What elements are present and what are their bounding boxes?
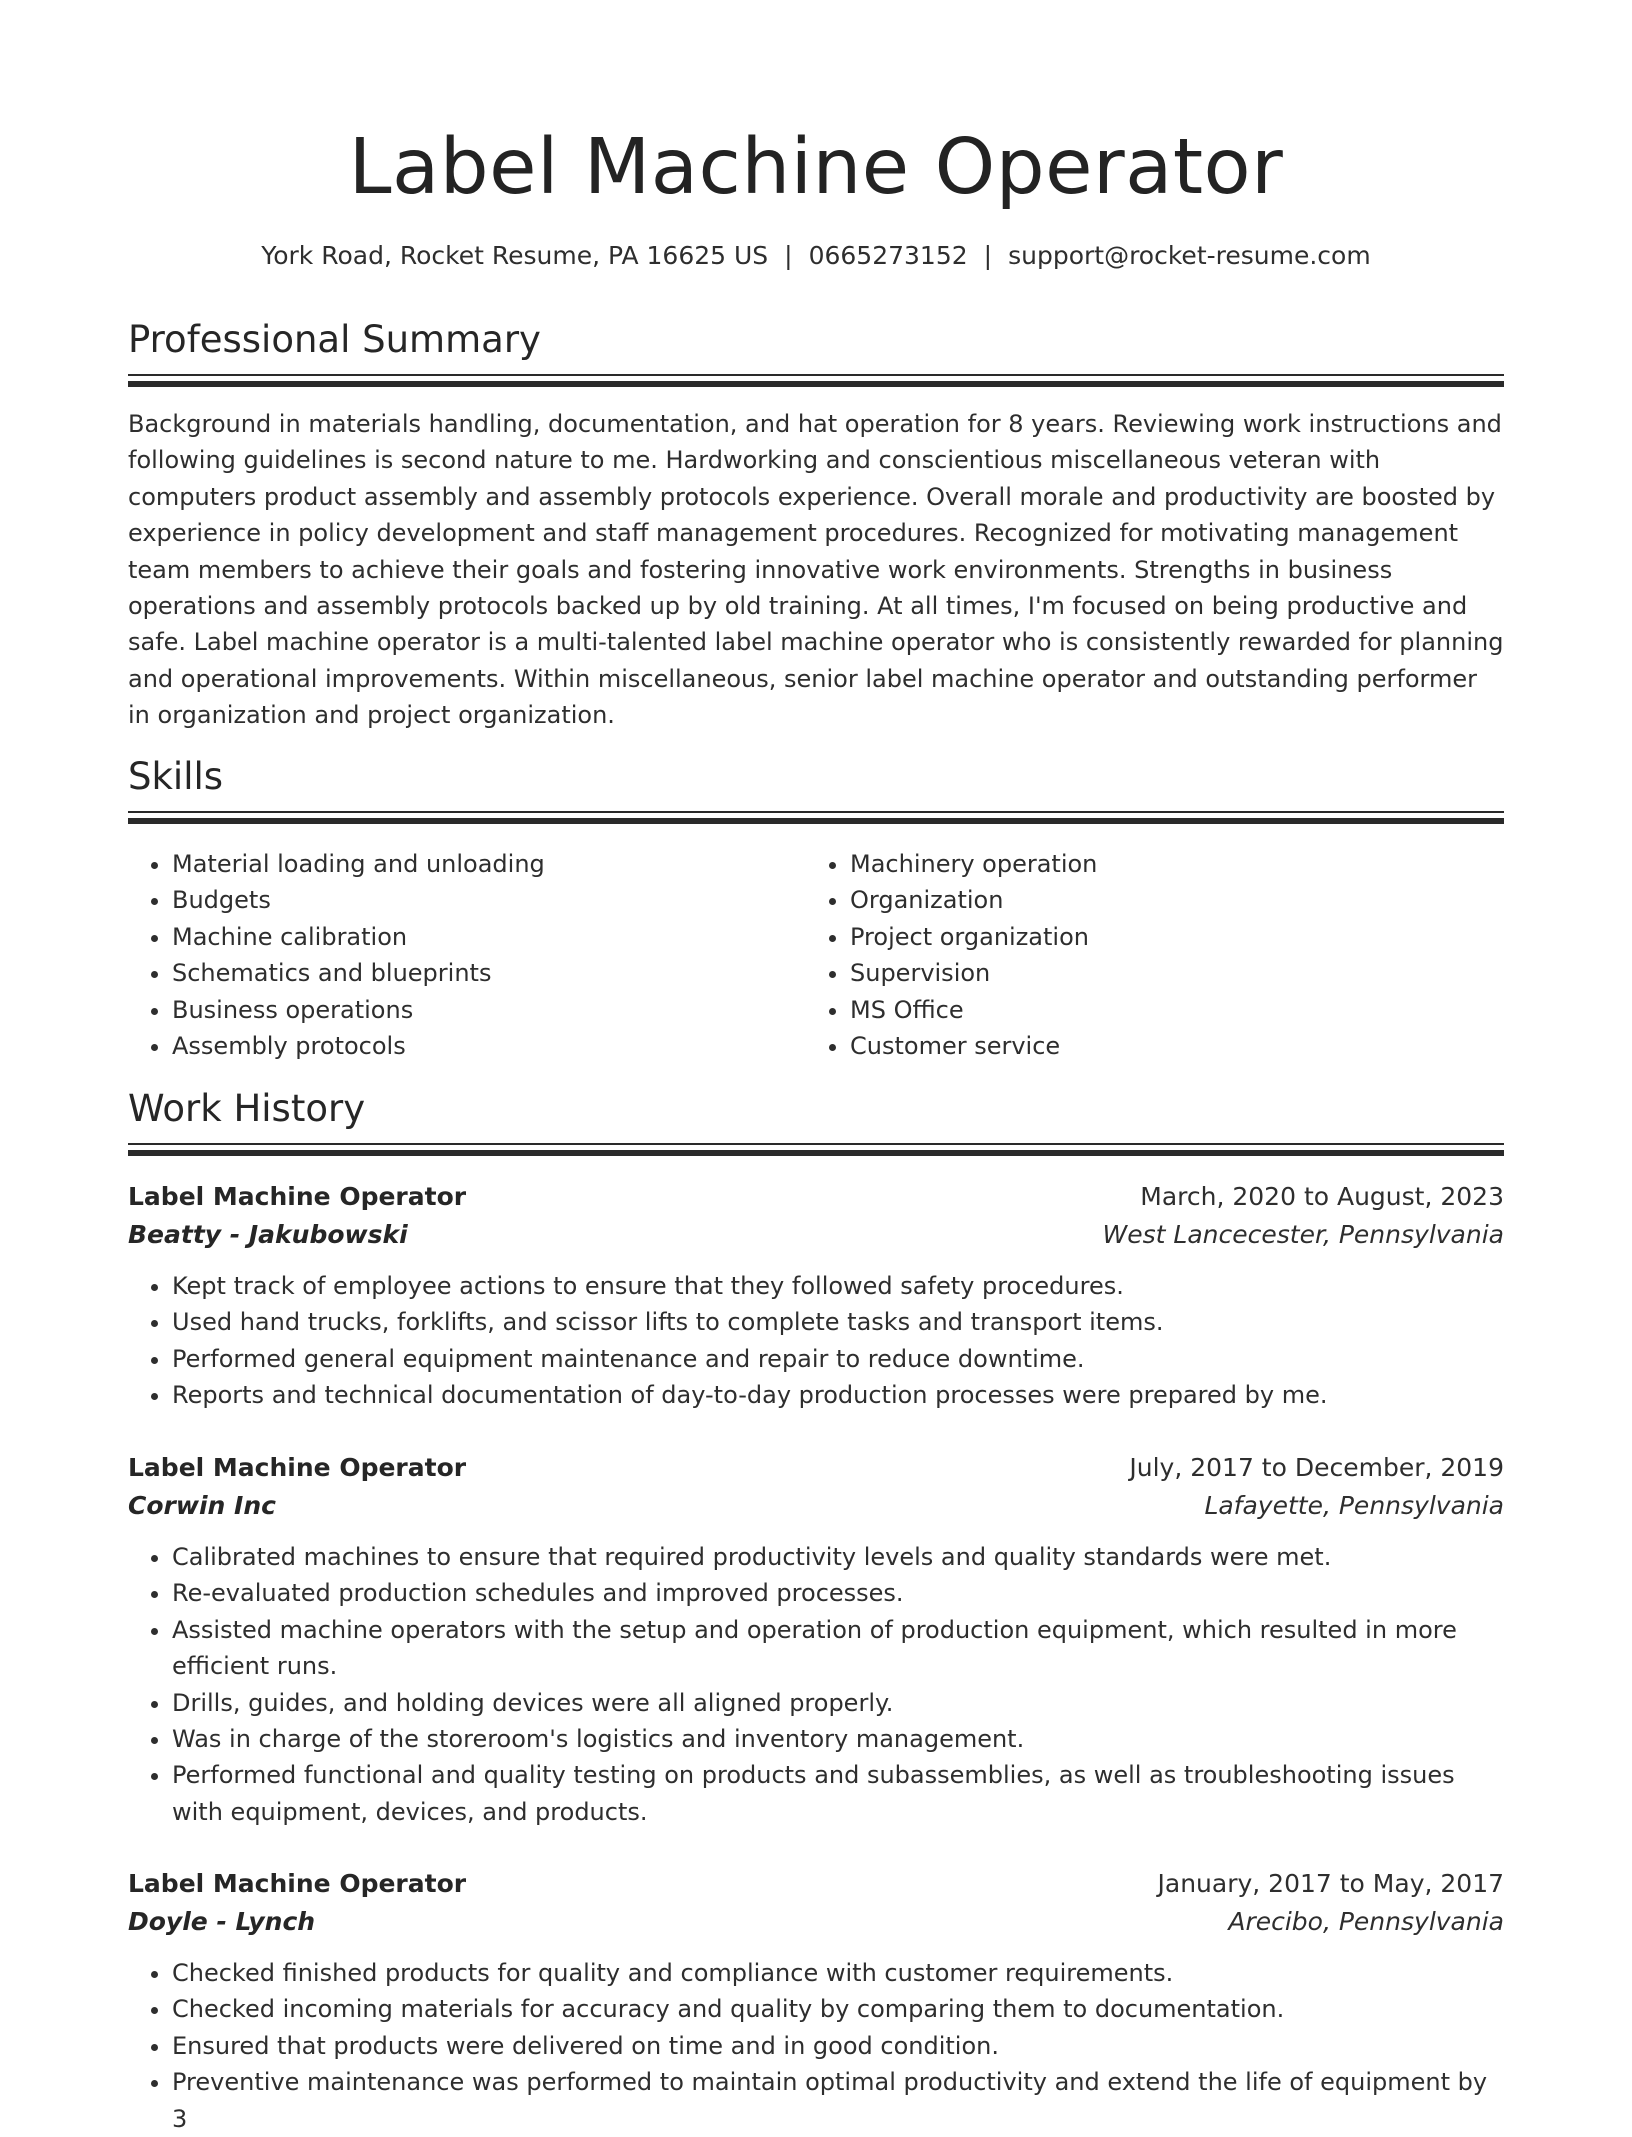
section-divider [128, 1143, 1504, 1157]
skill-item: • Assembly protocols [172, 1028, 808, 1064]
job-company-row [128, 1216, 1504, 1254]
job-bullet: • Drills, guides, and holding devices were all aligned properly. [172, 1685, 1504, 1721]
job-location: West Lancecester, Pennsylvania [1102, 1220, 1504, 1249]
job-header-row [128, 1865, 1504, 1903]
section-divider [128, 374, 1504, 388]
contact-line [128, 238, 1504, 274]
contact-separator: | [784, 241, 793, 270]
job-entry [128, 1178, 1504, 1414]
section-title-skills: Skills [128, 755, 224, 798]
contact-email: support@rocket-resume.com [1008, 241, 1371, 270]
contact-separator: | [983, 241, 993, 270]
skill-item: • Budgets [172, 882, 808, 918]
job-bullet: • Performed general equipment maintenance and repair to reduce downtime. [172, 1341, 1504, 1377]
contact-address: York Road, Rocket Resume, PA 16625 US [261, 241, 769, 270]
job-bullet: • Reports and technical documentation of day-to-day production processes were prepared by me. [172, 1377, 1504, 1413]
summary-text: Background in materials handling, documentation, and hat operation for 8 years. Reviewing work instructions and following guidelines is second nature to me. Hardworking and conscientious miscellaneous veteran with computers product assembly and assembly protocols experience. Overall morale and productivity are boosted by experience in policy development and staff management procedures. Recognized for motivating management team members to achieve their goals and fostering innovative work environments. Strengths in business operations and assembly protocols backed up by old training. At all times, I'm focused on being productive and safe. Label machine operator is a multi-talented label machine operator who is consistently rewarded for planning and operational improvements. Within miscellaneous, senior label machine operator and outstanding performer in organization and project organization. [128, 410, 1504, 730]
skill-item: • Customer service [850, 1028, 1486, 1064]
job-company-row [128, 1487, 1504, 1525]
skill-item: • Organization [850, 882, 1486, 918]
skill-item: • Machine calibration [172, 919, 808, 955]
skill-item: • Supervision [850, 955, 1486, 991]
job-bullet: • Ensured that products were delivered on time and in good condition. [172, 2028, 1504, 2064]
skill-item: • MS Office [850, 992, 1486, 1028]
job-header-row [128, 1178, 1504, 1216]
skill-item: • Material loading and unloading [172, 846, 808, 882]
section-title-work: Work History [128, 1087, 366, 1130]
section-title-summary: Professional Summary [128, 318, 541, 361]
job-company: Corwin Inc [128, 1491, 276, 1520]
job-entry [128, 1865, 1504, 2137]
job-title: Label Machine Operator [128, 1453, 467, 1482]
skill-item: • Machinery operation [850, 846, 1486, 882]
job-bullet: • Kept track of employee actions to ensure that they followed safety procedures. [172, 1268, 1504, 1304]
skill-item: • Business operations [172, 992, 808, 1028]
skill-item: • Schematics and blueprints [172, 955, 808, 991]
job-bullet: • Checked incoming materials for accuracy and quality by comparing them to documentation. [172, 1991, 1504, 2027]
job-entry [128, 1449, 1504, 1830]
skills-column-left [128, 846, 808, 1064]
job-header-row [128, 1449, 1504, 1487]
job-title: Label Machine Operator [128, 1869, 467, 1898]
contact-phone: 0665273152 [808, 241, 968, 270]
job-bullet: • Calibrated machines to ensure that required productivity levels and quality standards were met. [172, 1539, 1504, 1575]
skills-column-right [806, 846, 1486, 1064]
job-bullet: • Assisted machine operators with the setup and operation of production equipment, which resulted in more efficient runs. [172, 1612, 1504, 1685]
job-company: Beatty - Jakubowski [128, 1220, 408, 1249]
job-company: Doyle - Lynch [128, 1907, 316, 1936]
job-company-row [128, 1903, 1504, 1941]
job-bullet: • Checked finished products for quality and compliance with customer requirements. [172, 1955, 1504, 1991]
job-bullet: • Preventive maintenance was performed to maintain optimal productivity and extend the life of equipment by 3 [172, 2064, 1504, 2137]
skill-item: • Project organization [850, 919, 1486, 955]
job-bullet: • Re-evaluated production schedules and improved processes. [172, 1575, 1504, 1611]
job-bullet: • Performed functional and quality testing on products and subassemblies, as well as troubleshooting issues with equipment, devices, and products. [172, 1757, 1504, 1830]
job-bullet: • Was in charge of the storeroom's logistics and inventory management. [172, 1721, 1504, 1757]
job-bullet: • Used hand trucks, forklifts, and scissor lifts to complete tasks and transport items. [172, 1304, 1504, 1340]
job-title: Label Machine Operator [128, 1182, 467, 1211]
job-dates: March, 2020 to August, 2023 [1140, 1182, 1504, 1211]
job-dates: January, 2017 to May, 2017 [1157, 1869, 1504, 1898]
job-dates: July, 2017 to December, 2019 [1129, 1453, 1504, 1482]
resume-name: Label Machine Operator [348, 123, 1284, 212]
section-divider [128, 811, 1504, 825]
job-location: Lafayette, Pennsylvania [1204, 1491, 1504, 1520]
job-location: Arecibo, Pennsylvania [1228, 1907, 1504, 1936]
